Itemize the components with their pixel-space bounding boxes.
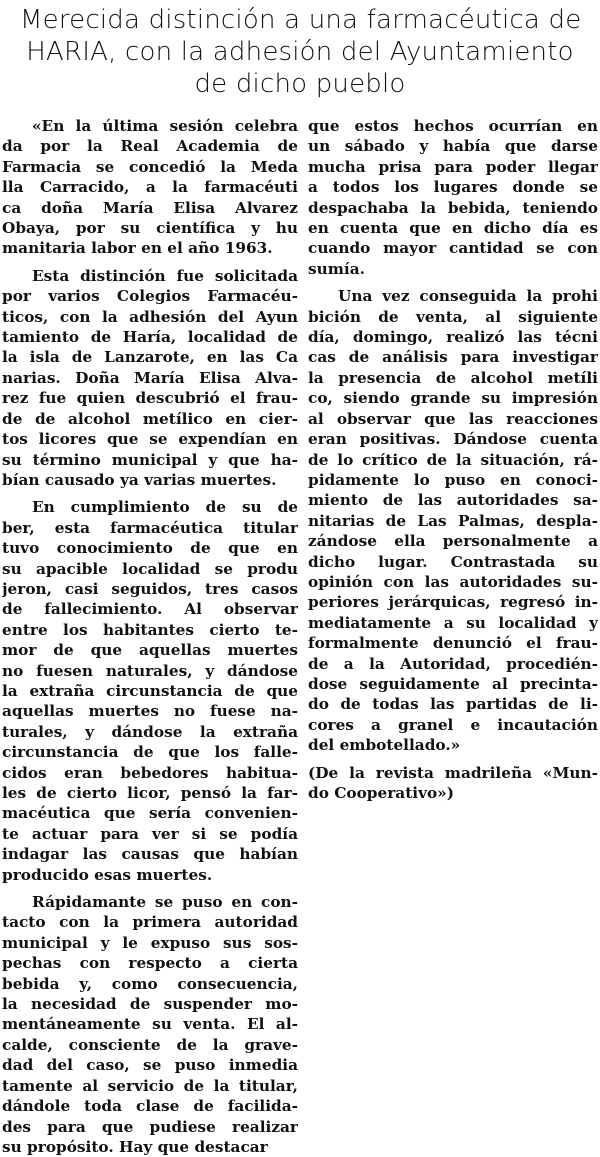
article-paragraph <box>2 266 298 490</box>
text-line: la necesidad de suspender mo- <box>2 995 298 1014</box>
text-line: les de cierto licor, pensó la far- <box>2 784 298 802</box>
article-paragraph <box>2 497 298 885</box>
text-line: manitaria labor en el año 1963. <box>2 239 273 258</box>
headline-line: de dicho pueblo <box>194 69 406 99</box>
text-line: periores jerárquicas, regresó in- <box>308 593 598 612</box>
text-line: cuando mayor cantidad se con <box>308 239 598 258</box>
text-line: día, domingo, realizó las técni <box>308 328 598 347</box>
text-line: bición de venta, al siguiente <box>308 307 598 326</box>
paragraph-gap <box>308 279 598 286</box>
text-line: opinión con las autoridades su- <box>308 572 598 591</box>
text-line: da por la Real Academia de <box>2 137 298 156</box>
text-line: mediatamente a su localidad y <box>308 613 598 632</box>
text-line: la presencia de alcohol metíli <box>308 368 598 387</box>
text-line: cores a granel e incautación <box>308 715 598 734</box>
text-line: ber, esta farmacéutica titular <box>2 518 298 537</box>
text-line: ca doña María Elisa Alvarez <box>2 198 298 217</box>
text-line: no fuesen naturales, y dándose <box>2 661 298 680</box>
text-line: tacto con la primera autoridad <box>2 913 298 932</box>
article-paragraph <box>2 116 298 259</box>
article-column-right <box>308 116 598 803</box>
text-line: Farmacia se concedió la Meda <box>2 157 298 176</box>
text-line: municipal y le expuso sus sos- <box>2 933 298 952</box>
text-line: mucha prisa para poder llegar <box>308 157 598 176</box>
text-line: Una vez conseguida la prohi <box>338 287 598 306</box>
text-line: bían causado ya varias muertes. <box>2 470 277 489</box>
text-line: jeron, casi seguidos, tres casos <box>2 579 298 598</box>
text-line: circunstancia de que los falle- <box>2 743 298 762</box>
text-line: eran positivas. Dándose cuenta <box>308 430 598 449</box>
text-line: te actuar para ver si se podía <box>2 824 298 843</box>
article-paragraph <box>308 116 598 279</box>
paragraph-gap <box>308 756 598 763</box>
text-line: sumía. <box>308 259 365 278</box>
text-line: pidamente lo puso en conoci- <box>308 470 598 489</box>
text-line: calde, consciente de la grave- <box>2 1035 298 1054</box>
text-line: a todos los lugares donde se <box>308 178 598 197</box>
text-line: «En la última sesión celebra <box>32 117 298 135</box>
text-line: pechas con respecto a cierta <box>2 954 298 973</box>
text-line: nitarias de Las Palmas, despla- <box>308 511 598 530</box>
headline-line: Merecida distinción a una farmacéutica de <box>20 5 582 35</box>
text-line: formalmente denunció el frau- <box>308 634 598 653</box>
headline-line: HARIA, con la adhesión del Ayuntamiento <box>26 37 574 67</box>
text-line: En cumplimiento de su de <box>32 498 298 517</box>
text-line: en cuenta que en dicho día es <box>308 219 598 238</box>
article-paragraph <box>2 892 298 1157</box>
text-line: dad del caso, se puso inmedia <box>2 1056 298 1075</box>
text-line: un sábado y había que darse <box>308 137 598 156</box>
text-line: lla Carracido, a la farmacéuti <box>2 178 298 197</box>
text-line: miento de las autoridades sa- <box>308 491 598 510</box>
text-line: de a la Autoridad, procedién- <box>308 654 598 673</box>
text-line: tuvo conocimiento de que en <box>2 539 298 558</box>
text-line: zándose ella personalmente a <box>308 532 598 551</box>
text-line: la extraña circunstancia de que <box>2 681 298 700</box>
text-line: rez fue quien descubrió el frau- <box>2 389 298 408</box>
text-line: Rápidamante se puso en con- <box>32 893 298 912</box>
text-line: despachaba la bebida, teniendo <box>308 198 598 217</box>
text-line: do Cooperativo») <box>308 784 454 802</box>
text-line: mentáneamente su venta. El al- <box>2 1015 298 1034</box>
article-paragraph <box>308 286 598 755</box>
text-line: dose seguidamente al precinta- <box>308 674 598 693</box>
text-line: por varios Colegios Farmacéu- <box>2 287 298 306</box>
text-line: cas de análisis para investigar <box>308 348 598 367</box>
text-line: des para que pudiese realizar <box>2 1117 298 1136</box>
text-line: del embotellado.» <box>308 736 461 755</box>
text-line: la isla de Lanzarote, en las Ca <box>2 348 298 367</box>
text-line: de fallecimiento. Al observar <box>2 600 298 619</box>
text-line: de de alcohol metílico en cier- <box>2 409 298 428</box>
text-line: dándole toda clase de facilida- <box>2 1097 298 1116</box>
text-line: producido esas muertes. <box>2 865 213 884</box>
text-line: cidos eran bebedores habitua- <box>2 763 298 782</box>
text-line: de lo crítico de la situación, rá- <box>308 450 598 469</box>
text-line: tamiento de Haría, localidad de <box>2 328 298 347</box>
text-line: aquellas muertes no fuese na- <box>2 702 298 721</box>
article-paragraph <box>308 763 598 804</box>
text-line: Esta distinción fue solicitada <box>32 266 298 285</box>
text-line: tos licores que se expendían en <box>2 430 298 449</box>
paragraph-gap <box>2 259 298 266</box>
text-line: dicho lugar. Contrastada su <box>308 552 598 571</box>
article-column-left <box>2 116 298 1157</box>
text-line: ticos, con la adhesión del Ayun <box>2 307 298 326</box>
text-line: Obaya, por su científica y hu <box>2 219 298 238</box>
text-line: al observar que las reacciones <box>308 409 598 428</box>
article-headline <box>20 4 580 100</box>
text-line: bebida y, como consecuencia, <box>2 974 298 993</box>
paragraph-gap <box>2 885 298 892</box>
text-line: tamente al servicio de la titular, <box>2 1076 298 1095</box>
text-line: indagar las causas que habían <box>2 845 298 864</box>
paragraph-gap <box>2 490 298 497</box>
text-line: entre los habitantes cierto te- <box>2 620 298 639</box>
text-line: do de todas las partidas de li- <box>308 695 598 714</box>
text-line: mor de que aquellas muertes <box>2 641 298 660</box>
text-line: que estos hechos ocurrían en <box>308 117 598 135</box>
text-line: narias. Doña María Elisa Alva- <box>2 368 298 387</box>
text-line: su término municipal y que ha- <box>2 450 298 469</box>
text-line: turales, y dándose la extraña <box>2 722 298 741</box>
text-line: (De la revista madrileña «Mun- <box>308 763 598 782</box>
text-line: co, siendo grande su impresión <box>308 389 598 408</box>
text-line: su propósito. Hay que destacar <box>2 1137 268 1156</box>
text-line: su apacible localidad se produ <box>2 559 298 578</box>
text-line: macéutica que sería convenien- <box>2 804 298 823</box>
